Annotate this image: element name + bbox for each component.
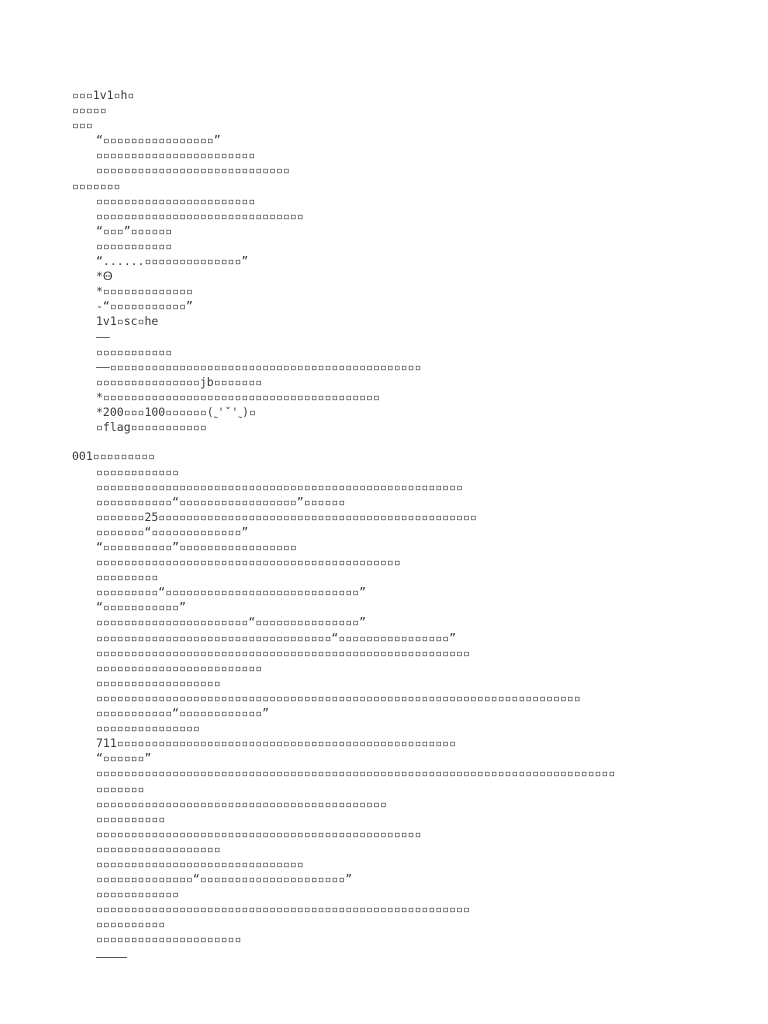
- text-line: ▫▫▫▫▫▫▫▫▫“▫▫▫▫▫▫▫▫▫▫▫▫▫▫▫▫▫▫▫▫▫▫▫▫▫▫▫▫”: [96, 585, 367, 600]
- text-line: ▫▫▫▫▫▫▫▫▫▫▫“▫▫▫▫▫▫▫▫▫▫▫▫”: [96, 706, 270, 721]
- text-line: *Ꙫ: [96, 269, 113, 284]
- text-line: ▫▫▫▫▫▫▫▫▫▫▫▫▫▫▫jb▫▫▫▫▫▫▫: [96, 374, 263, 389]
- text-line: ▫▫▫▫▫▫▫▫▫▫▫▫▫▫▫: [96, 721, 200, 736]
- text-line: “......▫▫▫▫▫▫▫▫▫▫▫▫▫▫”: [96, 254, 249, 269]
- text-line: -“▫▫▫▫▫▫▫▫▫▫▫”: [96, 299, 193, 314]
- text-line: ▫▫▫▫▫▫▫▫▫▫▫▫▫▫▫▫▫▫▫▫▫▫▫▫▫▫▫▫: [96, 163, 290, 178]
- text-line: ▫▫▫▫▫▫▫▫▫▫▫: [96, 344, 173, 359]
- text-line: ▫▫▫▫▫: [72, 103, 107, 118]
- text-line: ▫▫▫▫▫▫▫▫▫▫▫: [96, 238, 173, 253]
- text-line: “▫▫▫▫▫▫▫▫▫▫”▫▫▫▫▫▫▫▫▫▫▫▫▫▫▫▫▫: [96, 540, 297, 555]
- end-rule: [72, 948, 712, 963]
- text-line: ——▫▫▫▫▫▫▫▫▫▫▫▫▫▫▫▫▫▫▫▫▫▫▫▫▫▫▫▫▫▫▫▫▫▫▫▫▫▫▫▫▫▫▫▫▫: [96, 359, 422, 374]
- text-line: *▫▫▫▫▫▫▫▫▫▫▫▫▫▫▫▫▫▫▫▫▫▫▫▫▫▫▫▫▫▫▫▫▫▫▫▫▫▫▫▫: [96, 389, 380, 404]
- text-line: 001▫▫▫▫▫▫▫▫▫: [72, 449, 156, 464]
- text-line: *200▫▫▫100▫▫▫▫▫▫(˷'ˇ'˷)▫: [96, 404, 256, 419]
- text-line: ▫▫▫▫▫▫▫▫▫▫▫▫▫▫▫▫▫▫▫▫▫▫“▫▫▫▫▫▫▫▫▫▫▫▫▫▫▫”: [96, 615, 367, 630]
- text-line: 1v1▫sc▫he: [96, 314, 159, 329]
- document-page: [72, 88, 712, 963]
- text-line: ▫▫▫▫▫▫▫▫▫▫▫▫: [96, 887, 180, 902]
- text-line: “▫▫▫”▫▫▫▫▫▫: [96, 223, 173, 238]
- text-line: “▫▫▫▫▫▫”: [96, 751, 152, 766]
- text-line: ▫▫▫▫▫▫▫▫▫▫▫▫▫▫▫▫▫▫▫▫▫▫▫: [96, 193, 256, 208]
- text-line: ▫▫▫▫▫▫▫▫▫▫▫▫▫▫▫▫▫▫: [96, 675, 221, 690]
- text-line: ▫▫▫▫▫▫▫▫▫▫▫▫▫▫▫▫▫▫▫▫▫▫▫▫▫▫▫▫▫▫▫▫▫▫▫▫▫▫▫▫▫▫▫▫▫▫▫▫▫▫▫▫▫: [96, 479, 463, 494]
- text-line: ▫▫▫▫▫▫▫▫▫▫▫▫: [96, 464, 180, 479]
- text-line: ▫▫▫▫▫▫▫“▫▫▫▫▫▫▫▫▫▫▫▫▫”: [96, 524, 249, 539]
- text-line: ▫▫▫▫▫▫▫▫▫▫▫▫▫▫▫▫▫▫▫▫▫▫▫▫▫▫▫▫▫▫▫▫▫▫▫▫▫▫▫▫▫▫: [96, 796, 387, 811]
- text-line: ▫▫▫▫▫▫▫▫▫▫▫▫▫▫▫▫▫▫▫▫▫▫▫▫▫▫▫▫▫▫▫▫▫▫“▫▫▫▫▫▫▫▫▫▫▫▫▫▫▫▫”: [96, 630, 457, 645]
- text-line: ▫▫▫▫▫▫▫▫▫: [96, 570, 159, 585]
- text-line: ▫▫▫▫▫▫▫▫▫▫▫▫▫▫▫▫▫▫▫▫▫▫▫▫▫▫▫▫▫▫▫▫▫▫▫▫▫▫▫▫▫▫▫▫▫▫▫▫▫▫▫▫▫▫▫▫▫▫▫▫▫▫▫▫▫▫▫▫▫▫: [96, 690, 581, 705]
- text-line: “▫▫▫▫▫▫▫▫▫▫▫”: [96, 600, 187, 615]
- text-line: ▫▫▫▫▫▫▫25▫▫▫▫▫▫▫▫▫▫▫▫▫▫▫▫▫▫▫▫▫▫▫▫▫▫▫▫▫▫▫▫▫▫▫▫▫▫▫▫▫▫▫▫▫▫: [96, 509, 477, 524]
- blank-line: [72, 435, 712, 449]
- text-line: ▫▫▫▫▫▫▫▫▫▫▫▫▫▫▫▫▫▫▫▫▫▫▫▫▫▫▫▫▫▫: [96, 856, 304, 871]
- text-line: ▫▫▫▫▫▫▫▫▫▫▫▫▫▫“▫▫▫▫▫▫▫▫▫▫▫▫▫▫▫▫▫▫▫▫▫”: [96, 872, 353, 887]
- text-line: ▫▫▫▫▫▫▫▫▫▫▫▫▫▫▫▫▫▫▫▫▫▫▫▫▫▫▫▫▫▫: [96, 208, 304, 223]
- text-line: *▫▫▫▫▫▫▫▫▫▫▫▫▫: [96, 284, 193, 299]
- text-line: ▫▫▫1v1▫h▫: [72, 88, 135, 102]
- text-line: 711▫▫▫▫▫▫▫▫▫▫▫▫▫▫▫▫▫▫▫▫▫▫▫▫▫▫▫▫▫▫▫▫▫▫▫▫▫▫▫▫▫▫▫▫▫▫▫▫▫: [96, 736, 457, 751]
- text-line: ▫▫▫▫▫▫▫: [96, 781, 145, 796]
- text-line: ▫▫▫▫▫▫▫▫▫▫▫▫▫▫▫▫▫▫▫▫▫▫▫▫▫▫▫▫▫▫▫▫▫▫▫▫▫▫▫▫▫▫▫▫: [96, 555, 401, 570]
- text-line: ▫▫▫▫▫▫▫▫▫▫▫▫▫▫▫▫▫▫▫▫▫: [96, 932, 242, 947]
- text-line: ▫▫▫▫▫▫▫▫▫▫▫▫▫▫▫▫▫▫▫▫▫▫▫▫▫▫▫▫▫▫▫▫▫▫▫▫▫▫▫▫▫▫▫▫▫▫▫: [96, 826, 422, 841]
- text-line: ▫▫▫▫▫▫▫▫▫▫▫▫▫▫▫▫▫▫▫▫▫▫▫▫▫▫▫▫▫▫▫▫▫▫▫▫▫▫▫▫▫▫▫▫▫▫▫▫▫▫▫▫▫▫▫▫▫▫▫▫▫▫▫▫▫▫▫▫▫▫▫▫▫▫▫: [96, 766, 616, 781]
- text-line: ▫▫▫▫▫▫▫▫▫▫▫▫▫▫▫▫▫▫▫▫▫▫▫▫▫▫▫▫▫▫▫▫▫▫▫▫▫▫▫▫▫▫▫▫▫▫▫▫▫▫▫▫▫▫: [96, 902, 470, 917]
- text-line: “▫▫▫▫▫▫▫▫▫▫▫▫▫▫▫▫”: [96, 133, 221, 148]
- text-line: ▫▫▫▫▫▫▫▫▫▫▫▫▫▫▫▫▫▫▫▫▫▫▫▫: [96, 660, 263, 675]
- text-line: ▫▫▫▫▫▫▫▫▫▫: [96, 811, 166, 826]
- text-line: ▫▫▫▫▫▫▫▫▫▫: [96, 917, 166, 932]
- text-line: ▫▫▫▫▫▫▫▫▫▫▫▫▫▫▫▫▫▫▫▫▫▫▫▫▫▫▫▫▫▫▫▫▫▫▫▫▫▫▫▫▫▫▫▫▫▫▫▫▫▫▫▫▫▫: [96, 645, 470, 660]
- text-line: ▫▫▫▫▫▫▫▫▫▫▫▫▫▫▫▫▫▫▫▫▫▫▫: [96, 148, 256, 163]
- text-line: ▫▫▫▫▫▫▫: [72, 178, 121, 193]
- text-line: ▫▫▫: [72, 118, 93, 133]
- text-line: ▫▫▫▫▫▫▫▫▫▫▫“▫▫▫▫▫▫▫▫▫▫▫▫▫▫▫▫▫”▫▫▫▫▫▫: [96, 494, 346, 509]
- text-line: ▫▫▫▫▫▫▫▫▫▫▫▫▫▫▫▫▫▫: [96, 841, 221, 856]
- text-line: ——: [96, 329, 110, 344]
- text-line: ▫flag▫▫▫▫▫▫▫▫▫▫▫: [96, 420, 207, 435]
